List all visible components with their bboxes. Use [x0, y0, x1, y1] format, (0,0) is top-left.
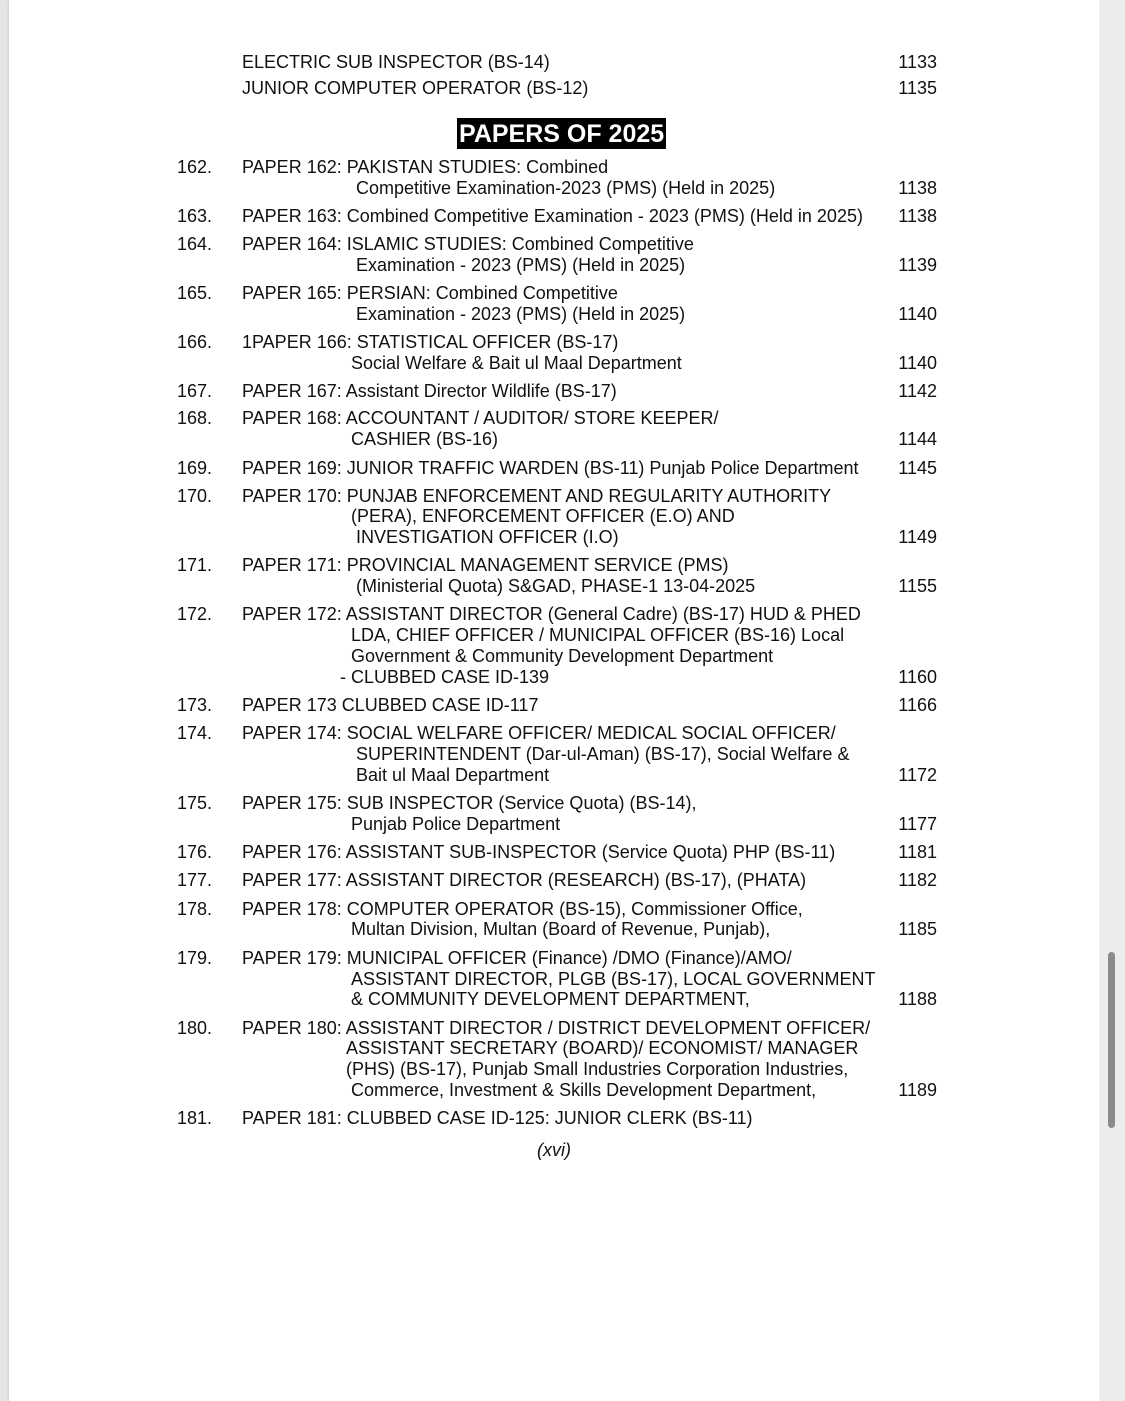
toc-entry-line: [9, 695, 1099, 716]
toc-entry-title: SUPERINTENDENT (Dar-ul-Aman) (BS-17), Social Welfare &: [356, 744, 850, 764]
toc-entry-line: [9, 408, 1099, 429]
toc-entry-page: 1142: [898, 381, 937, 401]
toc-entry-number: 178.: [177, 899, 213, 919]
toc-entry-title: PAPER 173 CLUBBED CASE ID-117: [242, 695, 539, 715]
toc-entry-line: [9, 667, 1099, 688]
toc-entry-line: [9, 793, 1099, 814]
toc-entry-page: 1155: [898, 576, 937, 596]
toc-entry-title: ELECTRIC SUB INSPECTOR (BS-14): [242, 52, 550, 72]
toc-entry-page: 1144: [898, 429, 937, 449]
toc-entry-title: PAPER 171: PROVINCIAL MANAGEMENT SERVICE (PMS): [242, 555, 729, 575]
toc-entry-number: 164.: [177, 234, 213, 254]
toc-entry-page: 1182: [898, 870, 937, 890]
toc-entry-title: PAPER 165: PERSIAN: Combined Competitive: [242, 283, 618, 303]
toc-entry-title: PAPER 172: ASSISTANT DIRECTOR (General Cadre) (BS-17) HUD & PHED: [242, 604, 861, 624]
toc-entry-line: [9, 765, 1099, 786]
toc-entry-title: PAPER 170: PUNJAB ENFORCEMENT AND REGULARITY AUTHORITY: [242, 486, 832, 506]
toc-entry-line: [9, 527, 1099, 548]
toc-entry-title: ASSISTANT DIRECTOR, PLGB (BS-17), LOCAL GOVERNMENT: [351, 969, 876, 989]
toc-entry-title: Commerce, Investment & Skills Development Department,: [351, 1080, 817, 1100]
toc-entry-page: 1185: [898, 919, 937, 939]
toc-entry-title: PAPER 179: MUNICIPAL OFFICER (Finance) /DMO (Finance)/AMO/: [242, 948, 792, 968]
toc-entry-title: CASHIER (BS-16): [351, 429, 499, 449]
toc-entry-line: [9, 1059, 1099, 1080]
toc-entry-title: PAPER 174: SOCIAL WELFARE OFFICER/ MEDICAL SOCIAL OFFICER/: [242, 723, 836, 743]
toc-entry-title: PAPER 167: Assistant Director Wildlife (BS-17): [242, 381, 617, 401]
toc-entry-title: & COMMUNITY DEVELOPMENT DEPARTMENT,: [351, 989, 750, 1009]
toc-entry-number: 173.: [177, 695, 213, 715]
toc-entry-line: [9, 486, 1099, 507]
toc-entry-title: Social Welfare & Bait ul Maal Department: [351, 353, 682, 373]
scrollbar-thumb[interactable]: [1108, 952, 1115, 1128]
toc-entry-number: 176.: [177, 842, 213, 862]
toc-entry-number: 175.: [177, 793, 213, 813]
toc-entry-title: (Ministerial Quota) S&GAD, PHASE-1 13-04-2025: [356, 576, 756, 596]
toc-entry-line: [9, 234, 1099, 255]
toc-entry-line: [9, 1018, 1099, 1039]
toc-entry-page: 1145: [898, 458, 937, 478]
toc-entry-line: [9, 555, 1099, 576]
toc-entry-title: PAPER 162: PAKISTAN STUDIES: Combined: [242, 157, 609, 177]
document-page: [9, 0, 1099, 1401]
toc-entry-title: - CLUBBED CASE ID-139: [340, 667, 550, 687]
toc-entry-title: Multan Division, Multan (Board of Revenue, Punjab),: [351, 919, 771, 939]
toc-entry-page: 1181: [898, 842, 937, 862]
toc-entry-title: LDA, CHIEF OFFICER / MUNICIPAL OFFICER (BS-16) Local: [351, 625, 845, 645]
toc-entry-title: INVESTIGATION OFFICER (I.O): [356, 527, 619, 547]
toc-entry-title: Competitive Examination-2023 (PMS) (Held in 2025): [356, 178, 776, 198]
toc-entry-page: 1135: [898, 78, 937, 98]
table-of-contents: [9, 0, 1099, 1401]
toc-entry-line: [9, 870, 1099, 891]
toc-entry-number: 165.: [177, 283, 213, 303]
toc-entry-line: [9, 178, 1099, 199]
toc-entry-page: 1133: [898, 52, 937, 72]
toc-entry-number: 179.: [177, 948, 213, 968]
toc-entry-line: [9, 332, 1099, 353]
toc-entry-number: 181.: [177, 1108, 213, 1128]
toc-entry-line: [9, 429, 1099, 450]
toc-entry-page: 1140: [898, 304, 937, 324]
toc-entry-line: [9, 304, 1099, 325]
toc-top-entry: [9, 78, 1099, 99]
toc-entry-page: 1188: [898, 989, 937, 1009]
toc-entry-line: [9, 1038, 1099, 1059]
toc-entry-number: 174.: [177, 723, 213, 743]
toc-entry-line: [9, 206, 1099, 227]
toc-entry-number: 171.: [177, 555, 213, 575]
toc-entry-title: (PHS) (BS-17), Punjab Small Industries Corporation Industries,: [346, 1059, 849, 1079]
toc-entry-page: 1139: [898, 255, 937, 275]
toc-entry-line: [9, 255, 1099, 276]
toc-entry-number: 163.: [177, 206, 213, 226]
toc-entry-line: [9, 842, 1099, 863]
section-heading: PAPERS OF 2025: [459, 120, 665, 148]
toc-entry-title: PAPER 169: JUNIOR TRAFFIC WARDEN (BS-11) Punjab Police Department: [242, 458, 859, 478]
left-gutter: [0, 0, 9, 1401]
toc-entry-title: PAPER 176: ASSISTANT SUB-INSPECTOR (Service Quota) PHP (BS-11): [242, 842, 836, 862]
toc-entry-title: JUNIOR COMPUTER OPERATOR (BS-12): [242, 78, 589, 98]
toc-entry-number: 166.: [177, 332, 213, 352]
toc-entry-line: [9, 353, 1099, 374]
toc-entry-line: [9, 604, 1099, 625]
toc-entry-line: [9, 646, 1099, 667]
toc-entry-number: 168.: [177, 408, 213, 428]
toc-entry-line: [9, 899, 1099, 920]
toc-entry-title: PAPER 180: ASSISTANT DIRECTOR / DISTRICT DEVELOPMENT OFFICER/: [242, 1018, 871, 1038]
toc-entry-title: 1PAPER 166: STATISTICAL OFFICER (BS-17): [242, 332, 619, 352]
toc-entry-page: 1138: [898, 206, 937, 226]
toc-entry-line: [9, 1080, 1099, 1101]
toc-entry-page: 1166: [898, 695, 937, 715]
toc-entry-title: (PERA), ENFORCEMENT OFFICER (E.O) AND: [351, 506, 735, 526]
toc-entry-line: [9, 458, 1099, 479]
toc-entry-title: PAPER 168: ACCOUNTANT / AUDITOR/ STORE KEEPER/: [242, 408, 719, 428]
toc-entry-page: 1138: [898, 178, 937, 198]
toc-entry-title: PAPER 181: CLUBBED CASE ID-125: JUNIOR CLERK (BS-11): [242, 1108, 753, 1128]
toc-entry-line: [9, 744, 1099, 765]
scrollbar-track[interactable]: [1099, 0, 1125, 1401]
toc-entry-line: [9, 814, 1099, 835]
toc-entry-page: 1149: [898, 527, 937, 547]
toc-entry-number: 170.: [177, 486, 213, 506]
toc-entry-line: [9, 989, 1099, 1010]
toc-entry-title: PAPER 175: SUB INSPECTOR (Service Quota) (BS-14),: [242, 793, 697, 813]
toc-entry-line: [9, 1108, 1099, 1129]
toc-entry-line: [9, 919, 1099, 940]
toc-entry-page: 1177: [898, 814, 937, 834]
toc-entry-number: 162.: [177, 157, 213, 177]
toc-entry-line: [9, 283, 1099, 304]
toc-entry-page: 1189: [898, 1080, 937, 1100]
toc-entry-line: [9, 576, 1099, 597]
toc-entry-number: 177.: [177, 870, 213, 890]
toc-entry-title: Bait ul Maal Department: [356, 765, 550, 785]
toc-top-entry: [9, 52, 1099, 73]
toc-entry-number: 169.: [177, 458, 213, 478]
toc-entry-title: PAPER 178: COMPUTER OPERATOR (BS-15), Commissioner Office,: [242, 899, 803, 919]
toc-entry-number: 167.: [177, 381, 213, 401]
toc-entry-title: PAPER 177: ASSISTANT DIRECTOR (RESEARCH) (BS-17), (PHATA): [242, 870, 807, 890]
toc-entry-line: [9, 723, 1099, 744]
toc-entry-line: [9, 506, 1099, 527]
toc-entry-page: 1140: [898, 353, 937, 373]
toc-entry-title: PAPER 163: Combined Competitive Examination - 2023 (PMS) (Held in 2025): [242, 206, 863, 226]
toc-entry-number: 180.: [177, 1018, 213, 1038]
toc-entry-title: ASSISTANT SECRETARY (BOARD)/ ECONOMIST/ MANAGER: [346, 1038, 859, 1058]
toc-entry-line: [9, 948, 1099, 969]
toc-entry-title: PAPER 164: ISLAMIC STUDIES: Combined Competitive: [242, 234, 694, 254]
toc-entry-title: Examination - 2023 (PMS) (Held in 2025): [356, 255, 686, 275]
toc-entry-line: [9, 969, 1099, 990]
page-number-footer: (xvi): [537, 1140, 571, 1160]
toc-entry-page: 1172: [898, 765, 937, 785]
toc-entry-title: Government & Community Development Department: [351, 646, 774, 666]
toc-entry-title: Punjab Police Department: [351, 814, 561, 834]
toc-entry-page: 1160: [898, 667, 937, 687]
toc-entry-line: [9, 157, 1099, 178]
toc-entry-number: 172.: [177, 604, 213, 624]
toc-entry-line: [9, 625, 1099, 646]
toc-entry-title: Examination - 2023 (PMS) (Held in 2025): [356, 304, 686, 324]
toc-entry-line: [9, 381, 1099, 402]
